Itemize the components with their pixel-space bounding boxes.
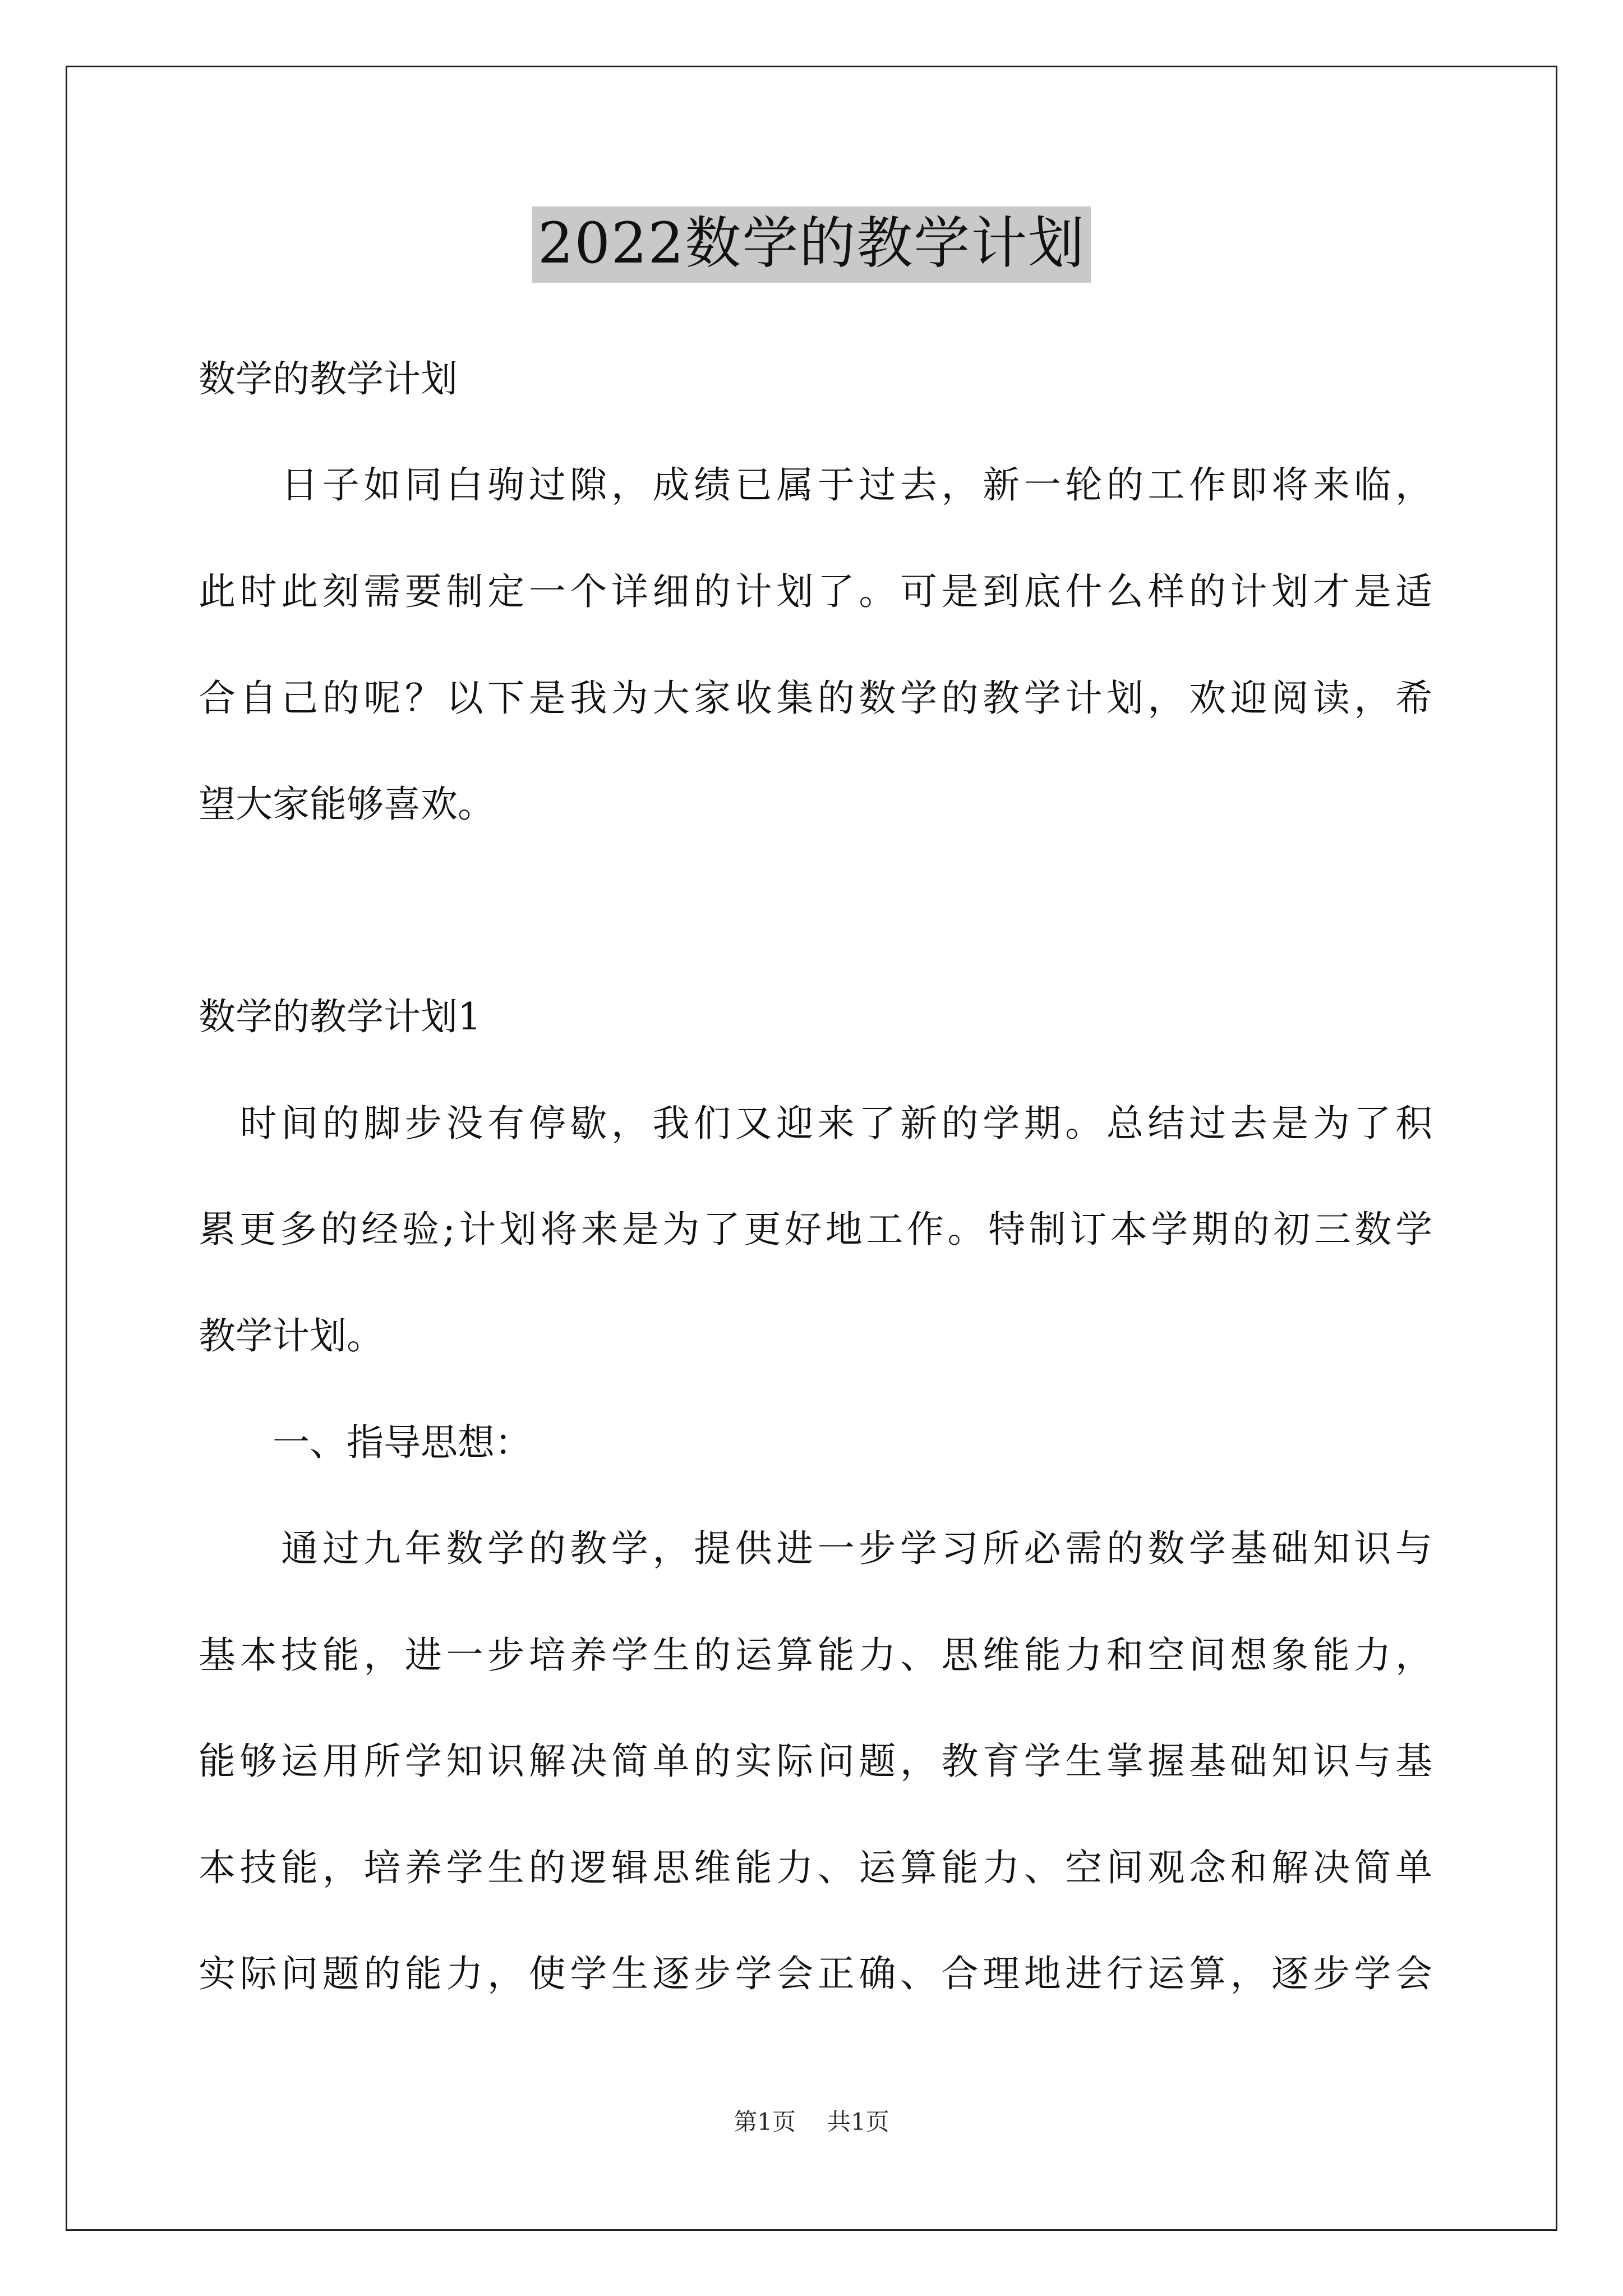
paragraph-line: 实际问题的能力，使学生逐步学会正确、合理地进行运算，逐步学会 xyxy=(199,1952,1432,1995)
paragraph-line: 望大家能够喜欢。 xyxy=(199,783,495,826)
page-footer xyxy=(0,2108,1623,2137)
page-total: 共1页 xyxy=(827,2108,889,2136)
section-heading: 数学的教学计划1 xyxy=(199,995,481,1038)
document-title: 2022数学的教学计划 xyxy=(532,206,1091,283)
paragraph-line: 此时此刻需要制定一个详细的计划了。可是到底什么样的计划才是适 xyxy=(199,570,1432,613)
title-container xyxy=(0,206,1623,283)
paragraph-line: 能够运用所学知识解决简单的实际问题，教育学生掌握基础知识与基 xyxy=(199,1740,1432,1783)
paragraph-line: 通过九年数学的教学，提供进一步学习所必需的数学基础知识与 xyxy=(199,1527,1432,1570)
section-heading: 数学的教学计划 xyxy=(199,357,458,401)
paragraph-line: 时间的脚步没有停歇，我们又迎来了新的学期。总结过去是为了积 xyxy=(199,1102,1432,1145)
paragraph-line: 基本技能，进一步培养学生的运算能力、思维能力和空间想象能力， xyxy=(199,1634,1432,1677)
paragraph-line: 日子如同白驹过隙，成绩已属于过去，新一轮的工作即将来临， xyxy=(199,463,1432,507)
page-number: 第1页 xyxy=(734,2108,796,2136)
subsection-heading: 一、指导思想： xyxy=(199,1421,532,1464)
paragraph-line: 本技能，培养学生的逻辑思维能力、运算能力、空间观念和解决简单 xyxy=(199,1846,1432,1889)
paragraph-line: 合自己的呢？以下是我为大家收集的数学的教学计划，欢迎阅读，希 xyxy=(199,677,1432,720)
paragraph-line: 累更多的经验;计划将来是为了更好地工作。特制订本学期的初三数学 xyxy=(199,1208,1432,1251)
paragraph-line: 教学计划。 xyxy=(199,1314,384,1358)
